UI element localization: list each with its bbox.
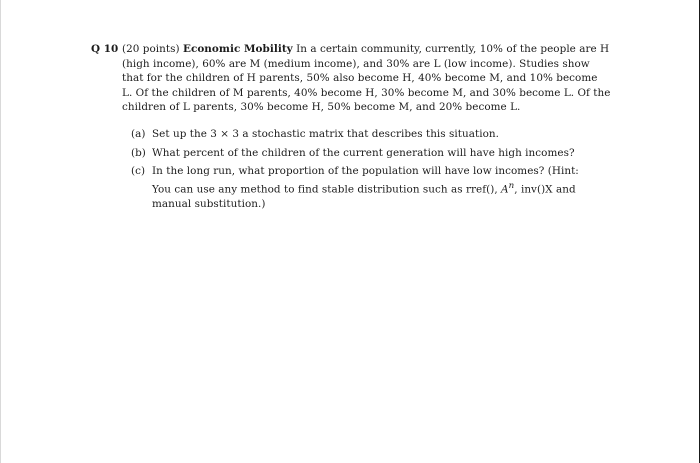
question-number: Q 10 bbox=[91, 43, 119, 55]
part-a-text: Set up the 3 × 3 a stochastic matrix that describes this situation. bbox=[152, 127, 500, 140]
part-c bbox=[131, 164, 600, 211]
question-body: In a certain community, currently, 10% of the people are H (high income), 60% are M (medium income), and 30% are L (low income). Studies show that for the children of H parents, 50% also become H, 40% become M, and 10% become L. Of the children of M parents, 40% become H, 30% become M, and 30% become L. Of the children of L parents, 30% become H, 50% become M, and 20% become L. bbox=[122, 43, 611, 114]
question-parts bbox=[91, 127, 611, 211]
part-b bbox=[131, 146, 600, 161]
part-a-label: (a) bbox=[131, 127, 146, 140]
part-b-label: (b) bbox=[131, 146, 146, 159]
question-header bbox=[91, 42, 611, 115]
part-c-label: (c) bbox=[131, 165, 146, 178]
part-c-text-start: In the long run, what proportion of the population will have low incomes? (Hint: You can use any method to find stable distribution such as rref(), bbox=[152, 165, 579, 196]
part-a bbox=[131, 127, 600, 142]
part-b-text: What percent of the children of the current generation will have high incomes? bbox=[152, 146, 575, 159]
part-c-text-end: , inv()X and manual substitution.) bbox=[152, 183, 576, 210]
matrix-power-base: A bbox=[501, 183, 509, 196]
matrix-power-exponent: n bbox=[508, 180, 515, 191]
page-left-edge bbox=[0, 0, 1, 463]
question-title: Economic Mobility bbox=[182, 43, 293, 55]
question-block bbox=[91, 42, 611, 215]
question-points: (20 points) bbox=[122, 43, 180, 55]
